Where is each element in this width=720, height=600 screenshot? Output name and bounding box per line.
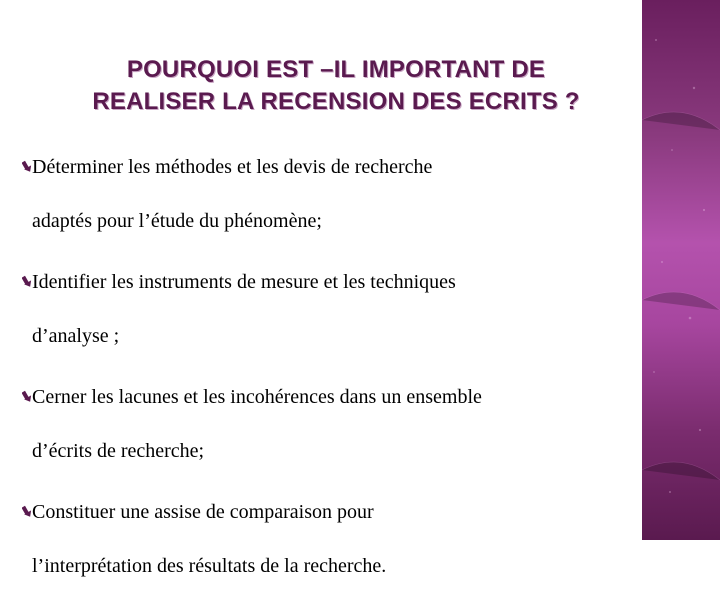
- sparkle-pattern-icon: [642, 0, 720, 540]
- slide-title: [40, 54, 632, 118]
- bullet-line-1: [32, 370, 626, 424]
- decorative-side-panel: [642, 0, 720, 540]
- word: un: [381, 386, 402, 408]
- word: Constituer: [32, 501, 116, 523]
- word: les: [111, 271, 134, 293]
- bullet-line-1: [32, 255, 626, 309]
- word: dans: [339, 386, 377, 408]
- bullet-line-1: [32, 140, 626, 194]
- word: ensemble: [406, 386, 482, 408]
- word: et: [236, 156, 252, 178]
- word: instruments: [138, 271, 232, 293]
- bullet-line-2: d’écrits de recherche;: [32, 440, 205, 462]
- word: une: [120, 501, 150, 523]
- word: les: [91, 386, 114, 408]
- arrow-down-right-icon: [22, 159, 34, 173]
- word: comparaison: [229, 501, 332, 523]
- bullet-item: [30, 140, 630, 248]
- bullet-item: [30, 255, 630, 363]
- word: assise: [154, 501, 201, 523]
- word: de: [236, 271, 256, 293]
- word: recherche: [354, 156, 433, 178]
- word: les: [256, 156, 279, 178]
- word: mesure: [260, 271, 319, 293]
- word: de: [330, 156, 350, 178]
- word: pour: [336, 501, 374, 523]
- word: méthodes: [155, 156, 232, 178]
- bullet-line-2: d’analyse ;: [32, 325, 120, 347]
- title-line-1: POURQUOI EST –IL IMPORTANT DE: [126, 56, 546, 83]
- bullet-item: [30, 370, 630, 478]
- word: lacunes: [118, 386, 179, 408]
- word: devis: [283, 156, 326, 178]
- arrow-down-right-icon: [22, 389, 34, 403]
- word: Déterminer: [32, 156, 124, 178]
- word: les: [203, 386, 226, 408]
- word: techniques: [370, 271, 456, 293]
- arrow-down-right-icon: [22, 504, 34, 518]
- bullet-item: [30, 485, 630, 593]
- arrow-down-right-icon: [22, 274, 34, 288]
- word: et: [183, 386, 199, 408]
- word: les: [128, 156, 151, 178]
- word: Identifier: [32, 271, 107, 293]
- bullet-line-2: adaptés pour l’étude du phénomène;: [32, 210, 322, 232]
- bullet-list: [30, 140, 630, 600]
- word: de: [205, 501, 225, 523]
- word: incohérences: [230, 386, 335, 408]
- bullet-line-2: l’interprétation des résultats de la recherche.: [32, 555, 387, 577]
- word: et: [323, 271, 339, 293]
- title-line-2: REALISER LA RECENSION DES ECRITS ?: [92, 88, 580, 115]
- word: Cerner: [32, 386, 87, 408]
- bullet-line-1: [32, 485, 626, 539]
- word: les: [343, 271, 366, 293]
